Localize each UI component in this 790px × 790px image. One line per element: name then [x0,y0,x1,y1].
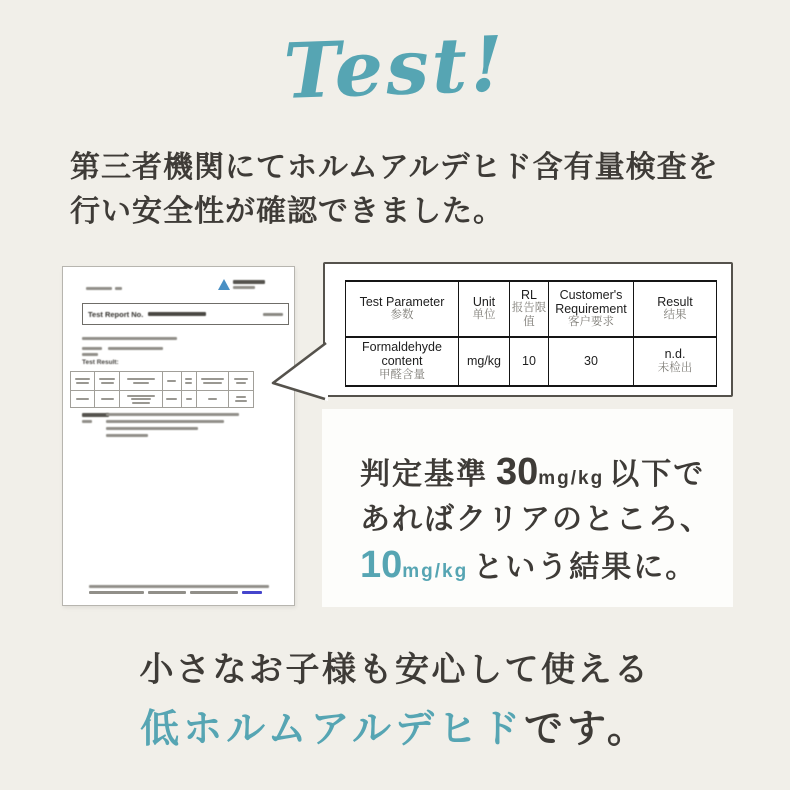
doc-page-number-bar [263,313,283,316]
doc-table-cell [196,372,228,391]
result-value: 10 [360,544,403,586]
speech-bubble-tail [270,341,328,403]
doc-table-cell [120,372,163,391]
doc-table-cell [181,391,196,408]
test-report-document [62,266,295,606]
doc-table-cell [95,391,120,408]
doc-table-cell [162,372,181,391]
doc-footer-link-bar [242,591,262,594]
doc-abbreviation-lines [106,413,239,441]
footer-suffix: です。 [524,708,650,751]
limit-suffix: 以下で [609,458,706,491]
result-suffix: という結果に。 [473,551,698,584]
judgment-prefix: 判定基準 [360,458,488,491]
cell-result: n.d. 未检出 [634,337,717,386]
doc-abbreviation-label-bar [82,420,92,423]
result-line3 [360,545,733,593]
doc-logo-text-bar [233,286,255,289]
header-cell-result: Result 结果 [634,281,717,337]
limit-value: 30 [496,451,539,493]
limit-unit: mg/kg [538,468,605,489]
doc-text-line-bar [106,427,198,430]
result-line2: あればクリアのところ、 [360,503,712,536]
doc-text-line-bar [82,347,102,350]
cell-rl: 10 [510,337,549,386]
doc-text-line-bar [82,337,177,340]
doc-table-cell [120,391,163,408]
lab-logo-icon [218,279,230,290]
doc-footer-segment-bar [190,591,238,594]
doc-table-cell [181,372,196,391]
doc-footer-line2 [89,591,262,594]
doc-table-cell [228,391,253,408]
doc-test-result-label: Test Result: [82,359,119,366]
doc-text-line-bar [108,347,163,350]
headline-line2: 行い安全性が確認できました。 [70,195,504,228]
header-cell-rl: RL 报告限值 [510,281,549,337]
result-unit: mg/kg [402,561,469,582]
doc-result-table [70,371,254,408]
header-cell-test-parameter: Test Parameter 参数 [346,281,459,337]
doc-text-line-bar [82,353,98,356]
headline-line1: 第三者機関にてホルムアルデヒド含有量検査を [70,151,719,184]
result-line1 [360,452,733,500]
doc-footer-segment-bar [89,591,144,594]
header-cell-unit: Unit 单位 [459,281,510,337]
doc-table-cell [228,372,253,391]
footer-highlight: 低ホルムアルデヒド [140,708,524,751]
cell-requirement: 30 [549,337,634,386]
doc-footer-segment-bar [148,591,186,594]
callout-bubble [323,262,733,397]
doc-table-cell [71,372,95,391]
doc-products-text-bar [86,287,112,290]
doc-text-line-bar [106,413,239,416]
footer-message [0,642,790,754]
doc-abbreviation-label-bar [82,413,109,417]
cell-unit: mg/kg [459,337,510,386]
footer-message-line1: 小さなお子様も安心して使える [139,651,651,689]
doc-table-cell [162,391,181,408]
doc-text-line-bar [106,434,148,437]
doc-table-cell [95,372,120,391]
doc-text-line-bar [106,420,224,423]
doc-products-text-bar [115,287,122,290]
headline [70,146,719,234]
table-header-row [346,281,717,337]
result-explanation-box [322,409,733,607]
table-data-row [346,337,717,386]
test-result-table [345,280,717,387]
script-title: Test! [282,19,508,116]
cell-parameter: Formaldehyde content 甲醛含量 [346,337,459,386]
doc-title-bar [82,303,289,325]
doc-title-number-bar [148,312,206,316]
doc-table-cell [71,391,95,408]
header-cell-customer-requirement: Customer's Requirement 客户要求 [549,281,634,337]
doc-footer-line-bar [89,585,269,588]
doc-table-header-row [71,372,254,391]
doc-logo-text-bar [233,280,265,284]
doc-table-cell [196,391,228,408]
doc-table-data-row [71,391,254,408]
footer-message-line2 [0,698,790,754]
doc-title-text: Test Report No. [88,309,144,319]
